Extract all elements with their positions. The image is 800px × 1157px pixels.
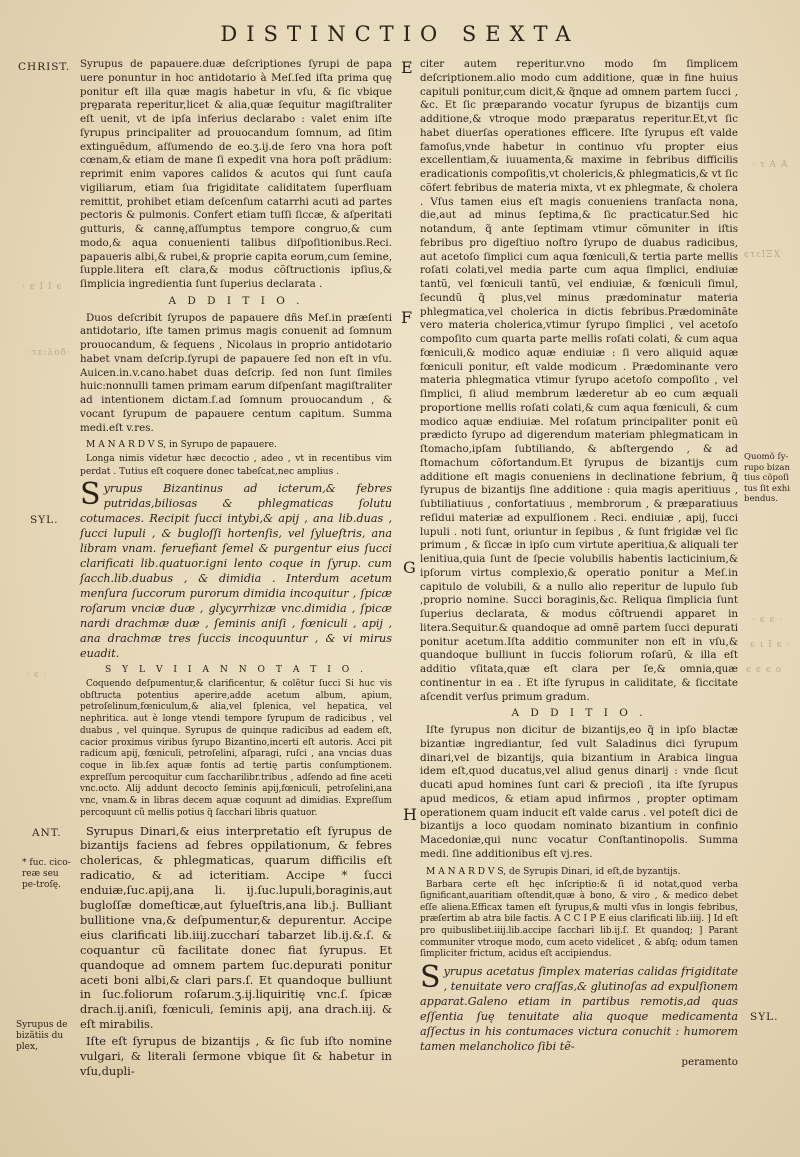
margin-christ: CHRIST.	[18, 61, 71, 73]
acetatus-paragraph	[420, 959, 738, 1054]
section-letter-h: H	[403, 805, 417, 824]
margin-note-succ: * fuc. cico-reæ seu pe-troſę.	[22, 858, 71, 890]
bleed-mark: ·τε:λοδ·	[28, 348, 71, 358]
paragraph: citer autem reperitur.vno modo ſm ſimplicem deſcriptionem.alio modo cum additione, quæ in fine huius capituli ponitur,cum dicit,& q̃nque ad omnem partem ſucci , &c. Et ſic præparando vocatur ſyrupus de bizantijs cum additione,& vtroque modo præparatus reperitur.Et,vt ſic habet diuerſas operationes efficere. Iſte ſyrupus eſt valde famoſus,vnde habetur in continuo vſu propter eius excellentiam,& iuuamenta,& maxime in febribus difficilis eradicationis compoſitis,vt cholericis,& phlegmaticis,& vt ſic cõfert febribus de materia mixta, vt ex phlegmate, & cholera . Vſus tamen eius eſt magis conueniens tranſacta nona, die,aut ad minus ſeptima,& ſic practicatur.Sed hic notandum, q̃ ante ſeptimam vtimur cõmuniter in iſtis febribus pro digeſtiuo noſtro ſyrupo de duabus radicibus, aut acetoſo ſimplici cum aqua fœniculi,& tertia parte mellis roſati colati,vel media parte cum aqua ſimplici, endiuiæ tantũ, vel fœniculi tantũ, vel endiuiæ, & fœniculi ſimul, ſecundũ q̃ plus,vel minus prædominatur materia phlegmatica,vel cholerica in dictis febribus.Prædominãte vero materia cholerica,vtimur ſyrupo ſimplici , vel acetoſo compoſito cum quarta parte mellis roſati colati, & cum aqua fœniculi,& modico aquæ endiuiæ : ſi vero aliquid aquæ fœniculi ponitur, eſt valde modicum . Prædominante vero materia phlegmatica vtimur ſyrupo acetoſo compoſito , vel ſimplici, ſi aliud membrum læderetur ab eo cum æquali proportione mellis roſati colati,& cum aqua fœniculi, & cum modico aquæ endiuiæ. Mel roſatum principaliter ponit eũ prædicto ſyrupo ad digerendum materiam phlegmaticam in ſtomacho,ipſam ſubtiliando, & abſtergendo , & ad ſtomachum cõfortandum.Et ſyrupus de bizantijs cum additione eſt magis conueniens in declinatione febrium, q̃ ſyrupus de bizantijs ſine additione : quia magis aperitiuus , ſubtiliatiuus , confortatiuus , membrorum , & præparatiuus reſidui materiæ ad expulſionem . Reci. endiuiæ , apij, ſucci lupuli . noti ſunt, oriuntur in ſepibus , & ſunt frigidæ vel ſic primum , & ſiccæ in ipſo cum virtute aperitiua,& aliquali ter lenitiua,quia ſunt de ſpecie volubilis habentis lacticinium,& ipſorum virtus complexio,& operatio ponitur a Meſ.in capitulo de volubili, & a nullo alio reperitur de lupulo ſub ,proprio nomine. Succi boraginis,&c. Reliqua ſimplicia ſunt ſuperius declarata, & modus cõſtruendi apparet in litera.Sequitur.& quandoque ad omnẽ partem ſucci depurati ponitur acetum.Iſta additio communiter non eſt in vſu,& quandoque bulliunt in ſuccis foliorum roſarũ, & illa eſt additio vſitata,quæ eſt clara per ſe,& omnia,quæ continentur in ea . Et iſte ſyrupus in caliditate, & ſiccitate aſcendit verſus primum gradum.	[420, 58, 738, 703]
paragraph: Duos deſcribit ſyrupos de papauere dñs Meſ.in præſenti antidotario, iſte tamen primus magis conuenit ad ſomnum prouocandum, & ſequens , Nicolaus in proprio antidotario habet vnam deſcrip.ſyrupi de papauere ſed non eſt in vſu. Auicen.in.v.cano.habet duas deſcrip. ſed non ſunt ſimiles huic:nonnulli tamen primam earum diſpenſant magiſtraliter ad intentionem dictam.ſ.ad ſomnum prouocandum , & vocant ſyrupum de papauere centum capitum. Summa medi.eſt v.res.	[80, 311, 392, 434]
additio-heading: A D D I T I O .	[168, 294, 304, 307]
manardus-heading: M A N A R D V S, in Syrupo de papauere.	[86, 440, 277, 451]
bleed-mark: · τ Α Α	[752, 160, 789, 170]
bleed-mark: ϵ ϵ ϵ ο	[746, 665, 783, 675]
margin-ant: ANT.	[32, 827, 62, 839]
left-column	[80, 58, 392, 1081]
right-column	[420, 58, 738, 1072]
margin-syl-left: SYL.	[30, 514, 59, 526]
bleed-mark: · ϵ ·	[26, 670, 48, 680]
manardus-heading: M A N A R D V S, de Syrupis Dinari, id eſt,de byzantijs.	[426, 866, 681, 877]
bleed-mark: · ϵ ϵ ·	[752, 615, 784, 625]
section-letter-f: F	[401, 308, 413, 327]
section-letter-g: G	[403, 558, 416, 577]
paragraph: Longa nimis videtur hæc decoctio , adeo , vt in recentibus vim perdat . Tutius eſt coquere donec tabeſcat,nec amplius .	[80, 454, 392, 477]
sylvius-heading: S Y L V I I A N N O T A T I O .	[105, 664, 367, 675]
additio-heading: A D D I T I O .	[511, 707, 647, 720]
bizantinus-paragraph	[80, 476, 392, 661]
margin-note-quomo: Quomõ ſy-rupo bizan tius cõpoſi tus ſit exhi bendus.	[744, 452, 790, 504]
paragraph-text: yrupus acetatus ſimplex materias calidas frigiditate , tenuitate vero craſſas,& glutinoſas ad expulſionem apparat.Galeno etiam in partibus remotis,ad quas eſſentia ſuę tenuitate alia quoque medicamenta aſſectus in his contumaces victura conuchit : humorem tamen melancholico ſibi tẽ-	[420, 964, 738, 1053]
section-letter-e: E	[401, 58, 413, 77]
paragraph: Barbara certe eſt hęc inſcriptio:& ſi id notat,quod verba ſignificant,auaritiam oſtendit,quæ à bono, & viro , & medico debet eſſe aliena.Efficax tamen eſt ſyrupus,& multi vſus in longis febribus, præſertim ab atra bile factis. A C C I P E eius clarificati lib.iiij. ] Id eſt pro quibuslibet.iiij.lib.accipe ſacchari lib.ij.ſ. Et quandoq; ] Parant communiter vtroque modo, cum aceto videlicet , & abſq; odum tamen ſimpliciter frictum, acidus eſt accipiendus.	[420, 879, 738, 960]
margin-note-syrupus: Syrupus de bizãtiis du plex,	[16, 1020, 68, 1052]
paragraph: Syrupus Dinari,& eius interpretatio eſt ſyrupus de bizantijs faciens ad febres oppilationum, & febres cholericas, & phlegmaticas, quarum difficilis eſt radicatio, & ad icteritiam. Accipe * ſucci enduiæ,ſuc.apij,ana li. ij.ſuc.lupuli,boraginis,aut bugloſſæ domeſticæ,aut ſylueſtris,ana lib.j. Bulliant bullitione vna,& deſpumentur,& depurentur. Accipe eius clarificati lib.iiij.zuccharí tabarzet lib.ij.&.ſ. & coquantur cũ facilitate donec fiat ſyrupus. Et quandoque ad omnem partem ſuc.depurati ponitur aceti boni albi,& clari pars.ſ. Et quandoque bulliunt in ſuc.foliorum roſarum.ʒ.ij.liquiritię vnc.ſ. ſpicæ drach.ij.aniſi, fœniculi, ſeminis apij, ana drach.iij. & eſt mirabilis.	[80, 823, 392, 1032]
drop-cap: S	[420, 959, 441, 995]
margin-syl-right: SYL.	[750, 1011, 779, 1023]
bleed-mark: · ϵ Ι Ι ϵ	[22, 282, 63, 292]
paragraph: Iſte ſyrupus non dicitur de bizantijs,eo q̃ in ipſo blactæ bizantiæ ingrediantur, ſed vult Saladinus dici ſyrupum dinari,vel de bizantijs, quia bizantium in Arabica lingua idem eſt,quod ducatus,vel aliud genus dinarij : vnde ſicut ducati apud homines ſunt cari & precioſi , ita iſte ſyrupus apud medicos, & etiam apud infirmos , propter optimam operationem quam inducit eſt valde carus . vel poteſt dici de bizantijs a loco quodam nominato bizantium in confinio Macedoniæ,qui nunc vocatur Conſtantinopolis. Summa medi. ſine additionibus eſt vj.res.	[420, 724, 738, 860]
catchword: peramento	[681, 1055, 738, 1068]
drop-cap: S	[80, 476, 101, 512]
paragraph: Coquendo deſpumentur,& clarificentur, & colẽtur ſucci Si huc vis obſtructa potentius aperire,adde acetum album, apium, petroſelinum,fœniculum,& alia,vel ſplenica, vel hepatica, vel nephritica. aut è longe vtendi tempore ſyrupum de radicibus , vel duabus , vel quinque. Syrupus de quinque radicibus ad eadem eſt, cacior proximus viribus ſyrupo Bizantino,incerti eſt autoris. Acci pit radicum apij, fœniculi, petroſelini, aſparagi, ruſci , ana vncias duas coque in lib.ſex aquæ fontis ad tertię partis conſumptionem. expreſſum percoquitur cum ſaccharilibr.tribus , adſendo ad fine aceti vnc.octo. Alij addunt decocto ſeminis apij,fœniculi, petroſelini,ana vnc, vnam.& in libras decem aquæ coquunt ad dimidias. Expreſſum percoquunt cũ mellis potius q̃ ſacchari libris quatuor.	[80, 679, 392, 818]
bleed-mark: ϵτεΙΞΧ	[744, 250, 781, 260]
paragraph-text: yrupus Bizantinus ad icterum,& febres putridas,biliosas & phlegmaticas ſolutu cotumaces. Recipit ſucci intybi,& apij , ana lib.duas , ſucci lupuli , & bugloſſi hortenſis, vel ſylueſtris, ana libram vnam. feruefiant ſemel & purgentur eius ſucci clarificati lib.quatuor.igni lento coque in ſyrup. cum ſacch.lib.duabus , & dimidia . Interdum acetum menſura ſuccorum purorum dimidia incoquitur , ſpicæ roſarum vnciæ duæ , glycyrrhizæ vnc.dimidia , ſpicæ nardi drachmæ duæ , ſeminis aniſi , fœniculi , apij , ana drachmæ tres ſuccis incoquuntur , & vi mirus euadit.	[80, 481, 392, 660]
bleed-mark: ϵ ι Ι ϵ ·	[750, 640, 791, 650]
paragraph: Iſte eſt ſyrupus de bizantijs , & ſic ſub iſto nomine vulgari, & literali ſermone vbique ſit & habetur in vſu,dupli-	[80, 1034, 392, 1078]
page-title: DISTINCTIO SEXTA	[220, 22, 580, 46]
paragraph: Syrupus de papauere.duæ deſcriptiones ſyrupi de papa uere ponuntur in hoc antidotario à Meſ.ſed iſta prima quę ponitur eſt illa quæ magis habetur in vſu, & ſic vbique pręparata reperitur,licet & alia,quæ ſequitur magiſtraliter eſt uenit, vt de ipſa inferius declarabo : valet enim iſte ſyrupus principaliter ad prouocandum ſomnum, ad ſitim extinguẽdum, aſſumendo de eo.ʒ.ij.de ſero vna hora poſt cœnam,& etiam de mane ſi expedit vna hora poſt prãdium: reprimit enim vapores calidos & acutos qui ſunt cauſa vigiliarum, etiam ſua frigiditate caliditatem ſuperfluam remittit, prohibet etiam deſcenſum catarrhi acuti ad partes pectoris & pulmonis. Confert etiam tuſſi ſiccæ, & aſperitati gutturis, & cannę,aſſumptus tempore congruo,& cum modo,& aqua conuenienti talibus diſpoſitionibus.Reci. papaueris albi,& rubei,& proprie capita eorum,cum ſemine, ſupple.litera eſt clara,& modus cõſtructionis ipſius,& ſimplicia ingredientia ſunt ſuperius declarata .	[80, 58, 392, 290]
